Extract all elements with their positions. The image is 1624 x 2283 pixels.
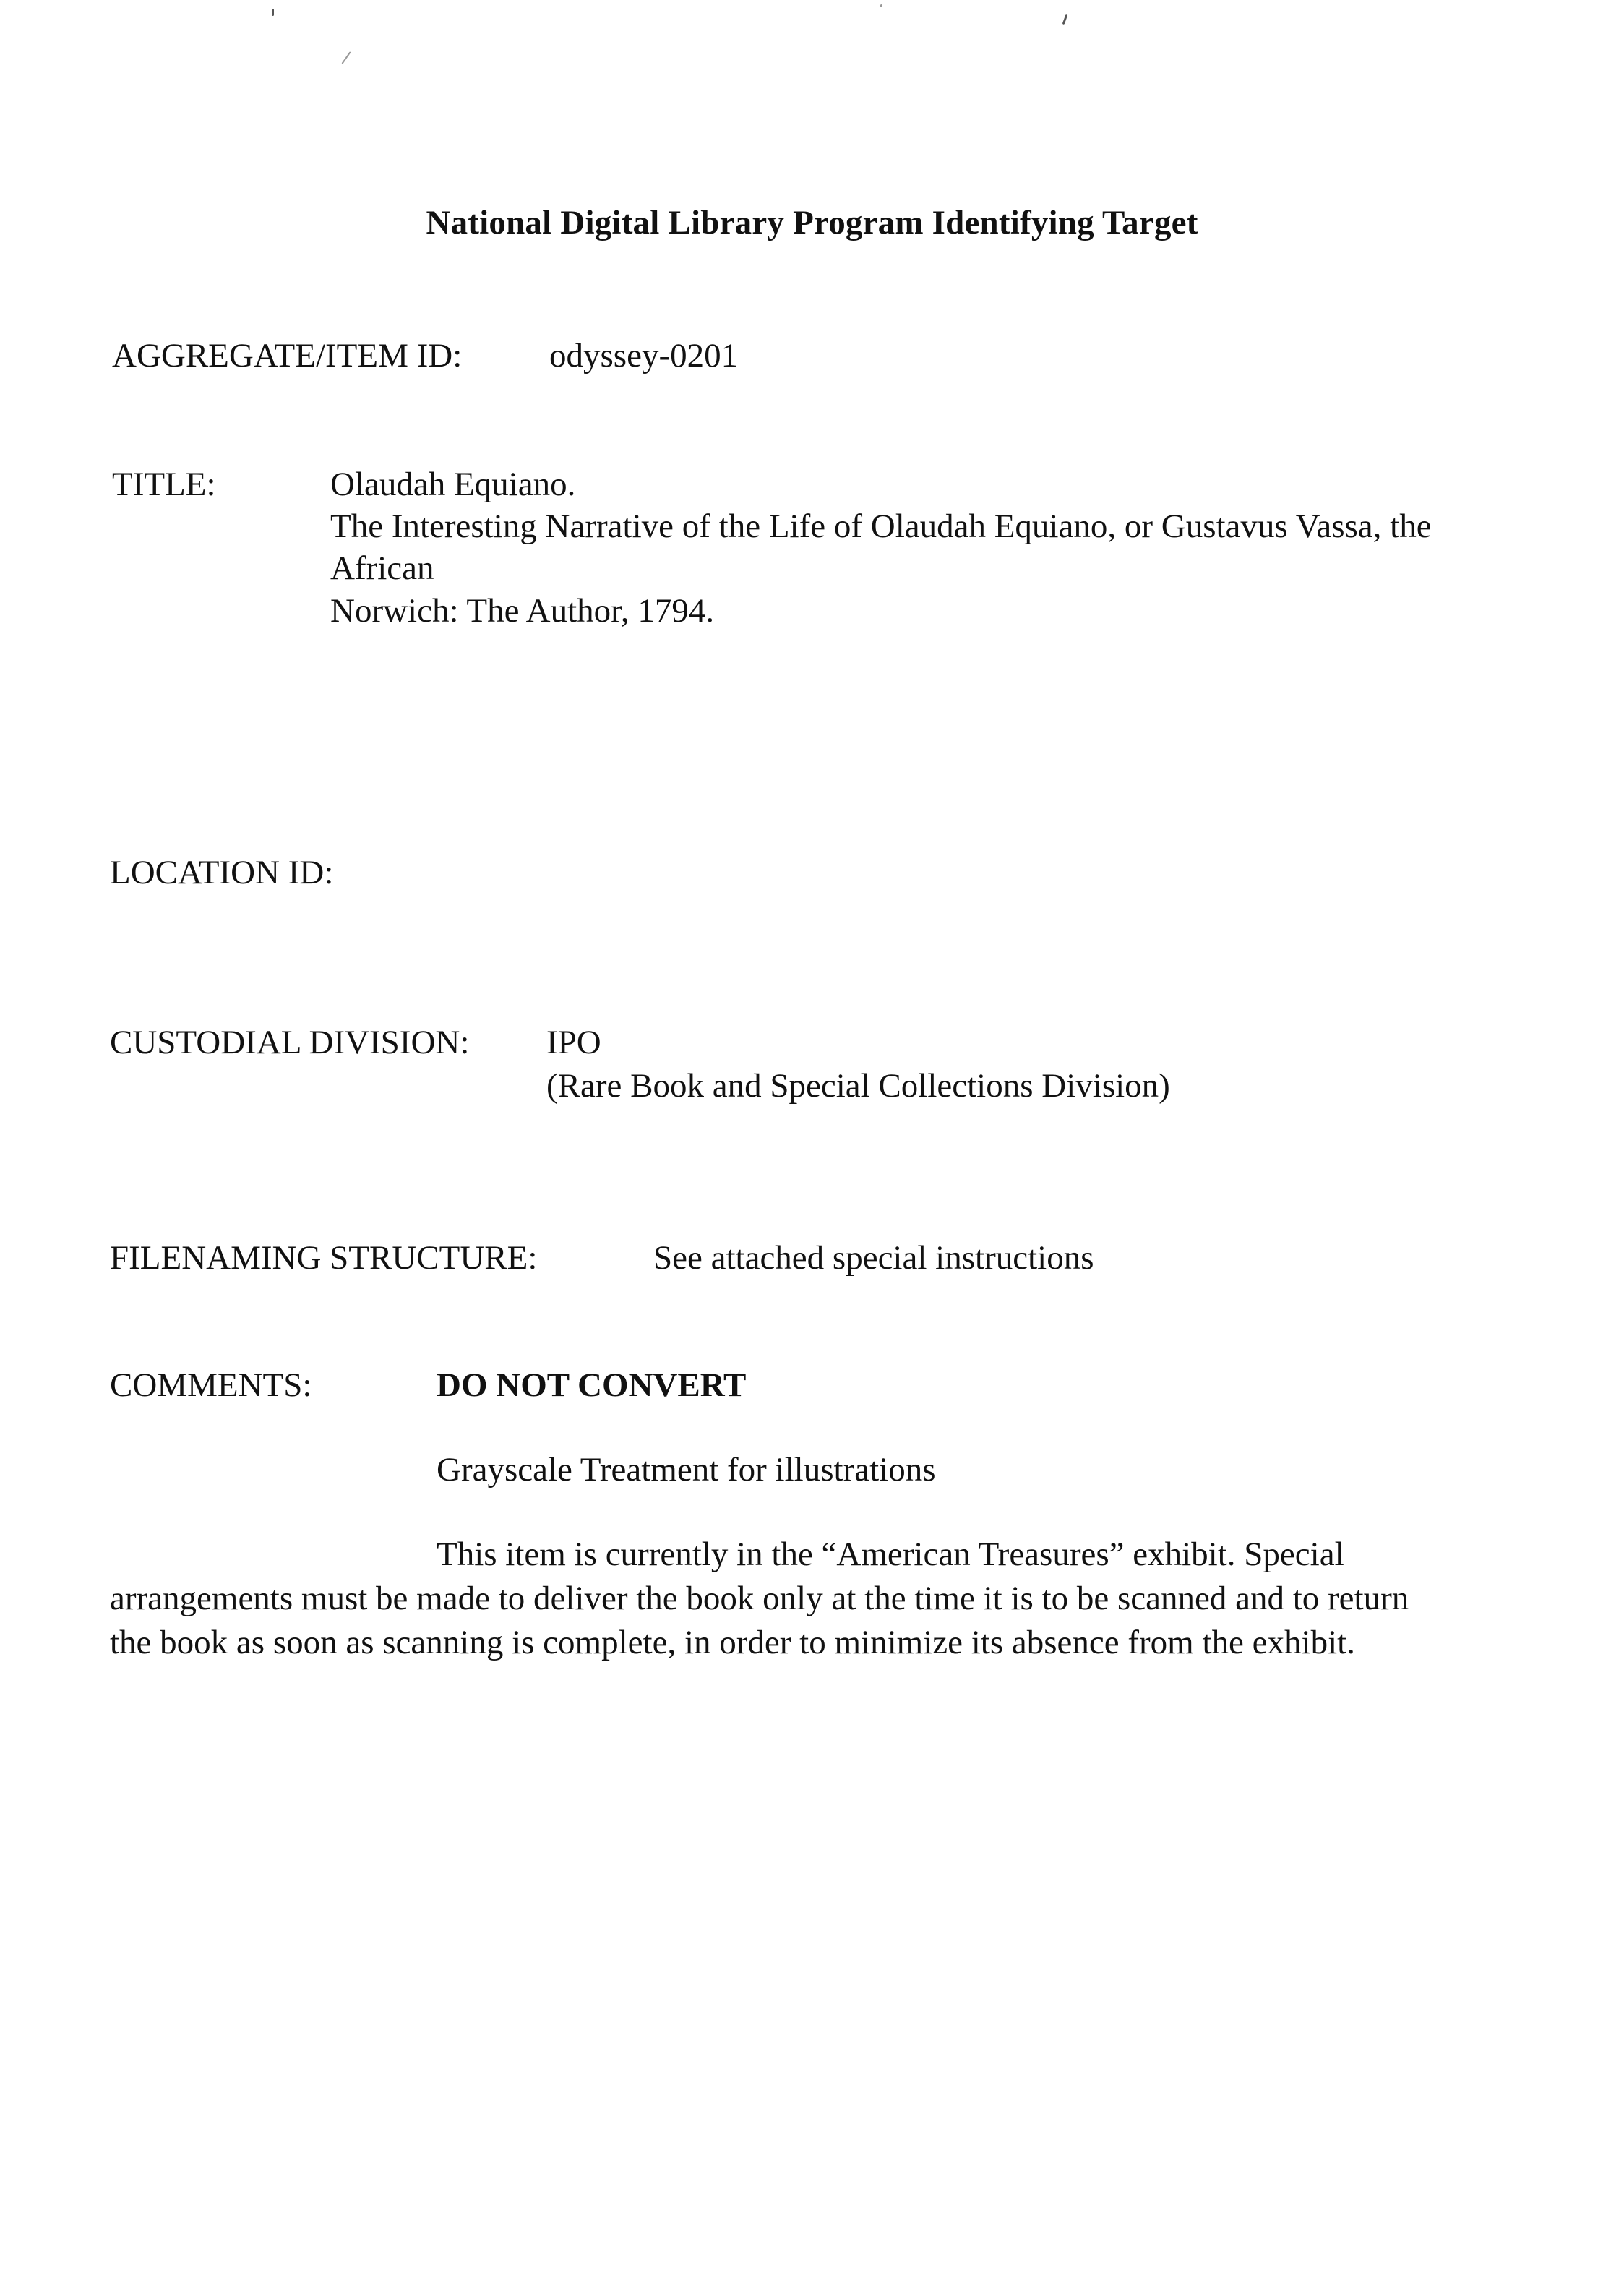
location-label: LOCATION ID: [110, 854, 334, 891]
title-line: African [330, 549, 434, 587]
comments-treatment: Grayscale Treatment for illustrations [437, 1451, 936, 1489]
page-heading: National Digital Library Program Identifying Target [426, 204, 1198, 241]
scan-speck [272, 9, 274, 16]
custodial-label: CUSTODIAL DIVISION: [110, 1024, 470, 1061]
scan-speck [880, 4, 882, 7]
comments-paragraph [110, 1533, 1498, 1665]
paragraph-line: arrangements must be made to deliver the book only at the time it is to be scanned and to return [110, 1580, 1409, 1617]
scan-speck [341, 51, 351, 64]
filenaming-label: FILENAMING STRUCTURE: [110, 1239, 538, 1277]
filenaming-value: See attached special instructions [653, 1239, 1094, 1277]
paragraph-line: This item is currently in the “American Treasures” exhibit. Special [437, 1535, 1344, 1573]
aggregate-value: odyssey-0201 [549, 337, 739, 374]
custodial-line: (Rare Book and Special Collections Division) [546, 1067, 1170, 1105]
title-line: Norwich: The Author, 1794. [330, 592, 715, 630]
aggregate-label: AGGREGATE/ITEM ID: [112, 337, 463, 374]
title-label: TITLE: [112, 466, 216, 503]
comments-label: COMMENTS: [110, 1366, 312, 1404]
title-line: Olaudah Equiano. [330, 466, 576, 503]
comments-emphasis: DO NOT CONVERT [437, 1366, 747, 1404]
title-line: The Interesting Narrative of the Life of Olaudah Equiano, or Gustavus Vassa, the [330, 507, 1432, 545]
custodial-line: IPO [546, 1024, 601, 1061]
scan-speck [1062, 14, 1068, 25]
paragraph-line: the book as soon as scanning is complete, in order to minimize its absence from the exhibit. [110, 1624, 1355, 1661]
